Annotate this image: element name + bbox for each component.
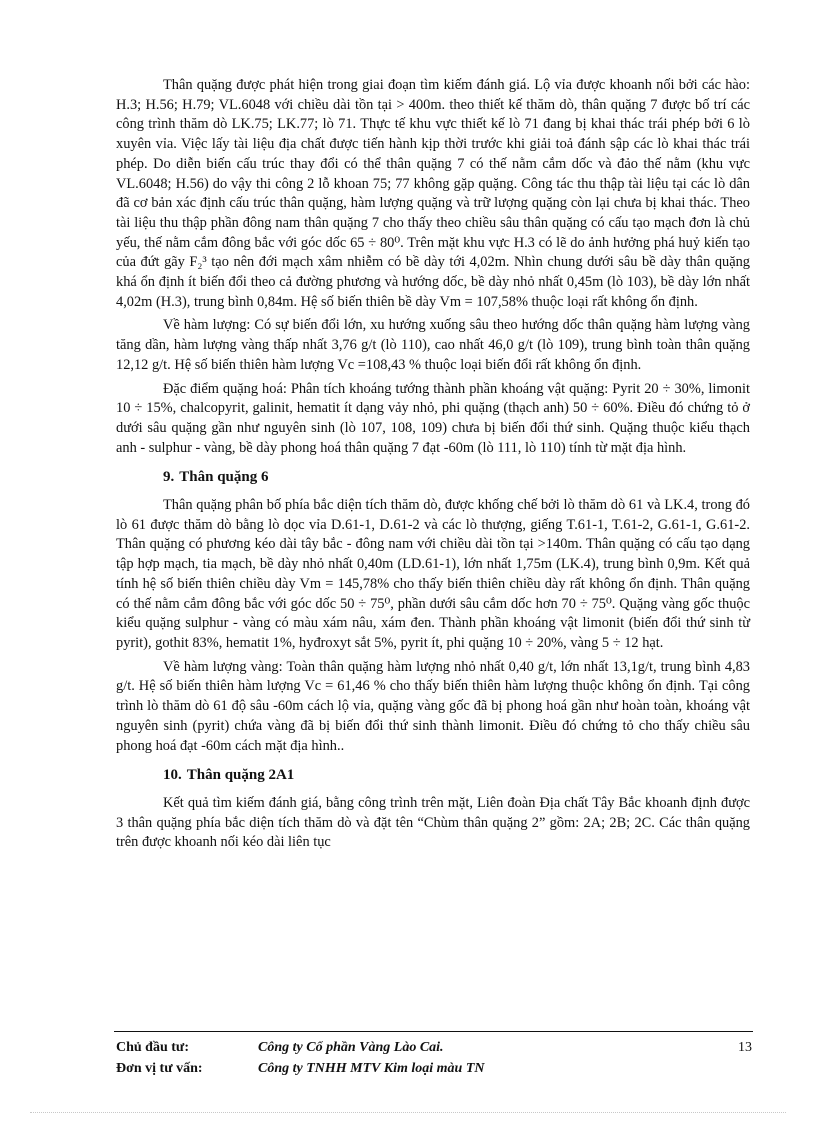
- owner-label: Chủ đầu tư:: [116, 1040, 189, 1055]
- body-paragraph: Đặc điểm quặng hoá: Phân tích khoáng tướng thành phần khoáng vật quặng: Pyrit 20 ÷ 30%, limonit 10 ÷ 15%, chalcopyrit, galinit, hematit ít dạng vảy nhỏ, phi quặng (thạch anh) 50 ÷ 60%. Điều đó chứng tỏ ở dưới sâu quặng gần như nguyên sinh (lò 107, 108, 109) chưa bị biến đổi thứ sinh. Quặng thuộc kiểu thạch anh - sulphur - vàng, bề dày phong hoá thân quặng 7 đạt -60m (lò 111, lò 110) tính từ mặt địa hình.: [116, 380, 750, 456]
- body-paragraph: Về hàm lượng: Có sự biến đổi lớn, xu hướng xuống sâu theo hướng dốc thân quặng hàm lượng vàng tăng dần, hàm lượng vàng thấp nhất 3,76 g/t (lò 110), cao nhất 46,0 g/t (lò 109), trung bình toàn thân quặng 12,12 g/t. Hệ số biến thiên hàm lượng Vc =108,43 % thuộc loại biến đổi rất không ổn định.: [116, 317, 750, 373]
- page-footer: [116, 1037, 752, 1079]
- body-paragraph: Thân quặng phân bố phía bắc diện tích thăm dò, được khống chế bởi lò thăm dò 61 và LK.4, trong đó lò 61 được thăm dò bằng lò dọc vỉa D.61-1, D.61-2 và các lò thượng, giếng T.61-1, T.61-2, G.61-1, G.61-2. Thân quặng có phương kéo dài tây bắc - đông nam với chiều dài tồn tại >140m. Thân quặng có cấu tạo dạng tập hợp mạch, tia mạch, bề dày nhỏ nhất 0,40m (LD.61-1), lớn nhất 1,75m (LK.4), trung bình 0,9m. Kết quả tính hệ số biến thiên chiều dày Vm = 145,78% cho thấy biến thiên chiều dày rất không ổn định. Thân quặng có thế nằm cắm đông bắc với góc dốc 50 ÷ 75⁰, phần dưới sâu cắm dốc hơn 70 ÷ 75⁰. Quặng vàng gốc thuộc kiểu quặng sulphur - vàng có màu xám nâu, xám đen. Thành phần khoáng vật limonit (biến đổi thứ sinh từ pyrit), gothit 83%, hematit 1%, hyđroxyt sắt 5%, pyrit ít, phi quặng 10 ÷ 20%, vàng 5 ÷ 12 hạt.: [116, 497, 750, 651]
- footer-owner-row: [116, 1037, 752, 1058]
- consultant-value: Công ty TNHH MTV Kim loại màu TN: [258, 1061, 485, 1076]
- section-title: Thân quặng 2A1: [186, 767, 295, 784]
- footer-consultant-row: [116, 1058, 752, 1079]
- body-paragraph: Về hàm lượng vàng: Toàn thân quặng hàm lượng nhỏ nhất 0,40 g/t, lớn nhất 13,1g/t, trung bình 4,83 g/t. Hệ số biến thiên hàm lượng Vc = 61,46 % cho thấy biến thiên hàm lượng thuộc không ổn định. Tại công trình lò thăm dò 61 độ sâu -60m cách lộ vỉa, quặng vàng gốc đã bị phong hoá gần như hoàn toàn, khoáng vật nguyên sinh (pyrit) chứa vàng đã bị biến đổi thứ sinh thành limonit. Điều đó chứng tỏ cho thấy chiều sâu phong hoá đạt -60m cách mặt địa hình..: [116, 658, 750, 754]
- section-heading-9: [116, 468, 750, 488]
- body-paragraph: Thân quặng được phát hiện trong giai đoạn tìm kiếm đánh giá. Lộ vỉa được khoanh nối bởi các hào: H.3; H.56; H.79; VL.6048 với chiều dài tồn tại > 400m. theo thiết kế thăm dò, thân quặng 7 được bố trí các công trình thăm dò LK.75; LK.77; lò 71. Thực tế khu vực thiết kế lò 71 đang bị khai thác trái phép bởi 6 lò xuyên vỉa. Việc lấy tài liệu địa chất được tiến hành kịp thời trước khi giải toả đánh sập các lò khai thác trái phép. Do diễn biến cấu trúc thay đổi có thể thân quặng 7 có thế nằm cắm dốc và đảo thế nằm (khu vực VL.6048; H.56) do vậy thi công 2 lỗ khoan 75; 77 không gặp quặng. Công tác thu thập tài liệu tại các lò dân đã cơ bản xác định cấu trúc thân quặng, hàm lượng quặng và trữ lượng quặng còn lại chưa bị khai thác. Theo tài liệu thu thập phần đông nam thân quặng 7 cho thấy theo chiều sâu thân quặng có cấu tạo mạch đơn là chủ yếu, thế nằm cắm đông bắc với góc dốc 65 ÷ 80⁰. Trên mặt khu vực H.3 có lẽ do ảnh hưởng phá huỷ kiến tạo của đứt gãy F₂³ tạo nên đới mạch xâm nhiễm có bề dày tới 4,02m. Nhìn chung dưới sâu bề dày thân quặng khá ổn định ít biến đổi theo cả đường phương và hướng dốc, bề dày nhỏ nhất 0,45m (lò 103), bề dày lớn nhất 4,02m (H.3), trung bình 0,84m. Hệ số biến thiên bề dày Vm = 107,58% thuộc loại rất không ổn định.: [116, 77, 750, 310]
- section-title: Thân quặng 6: [179, 469, 269, 486]
- footer-divider: [114, 1031, 753, 1032]
- section-number: 10.: [163, 767, 182, 784]
- page-bottom-edge: [30, 1112, 786, 1113]
- consultant-label: Đơn vị tư vấn:: [116, 1061, 203, 1076]
- owner-value: Công ty Cổ phần Vàng Lào Cai.: [258, 1040, 444, 1055]
- section-heading-10: [116, 766, 750, 786]
- page-body: [116, 76, 750, 857]
- page-number: 13: [738, 1040, 752, 1055]
- body-paragraph: Kết quả tìm kiếm đánh giá, bằng công trình trên mặt, Liên đoàn Địa chất Tây Bắc khoanh định được 3 thân quặng phía bắc diện tích thăm dò và đặt tên “Chùm thân quặng 2” gồm: 2A; 2B; 2C. Các thân quặng trên được khoanh nối kéo dài liên tục: [116, 794, 750, 851]
- section-number: 9.: [163, 469, 175, 486]
